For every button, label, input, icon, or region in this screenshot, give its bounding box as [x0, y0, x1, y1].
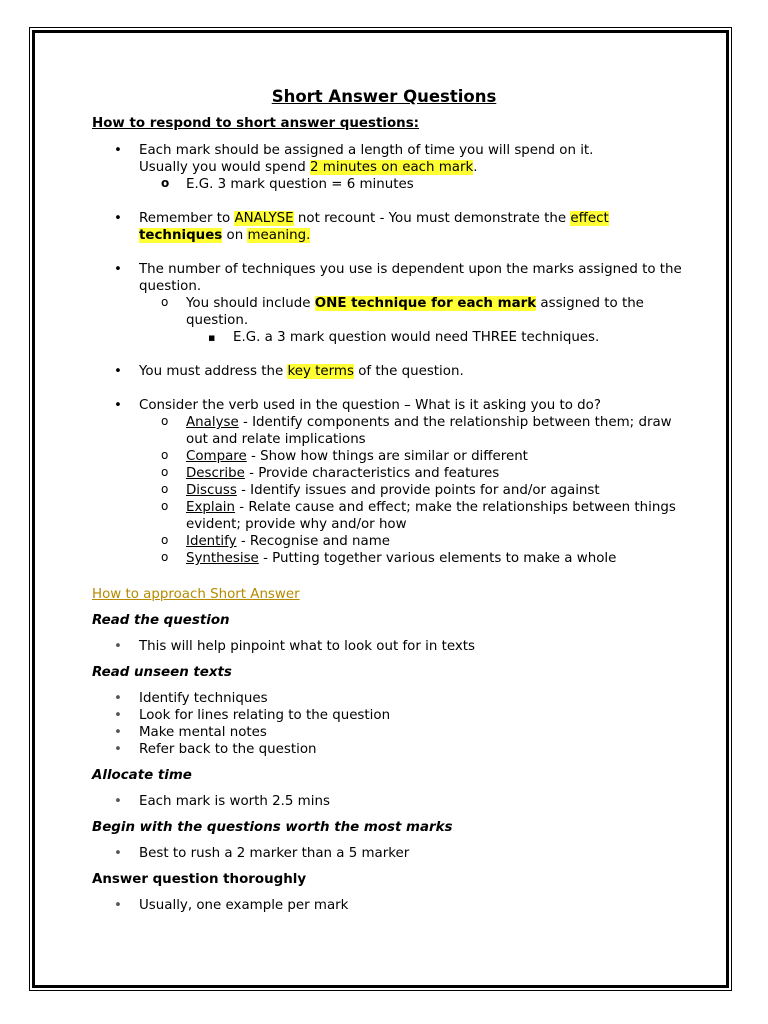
- sub-list-item: o E.G. 3 mark question = 6 minutes: [92, 176, 692, 193]
- verb-item: o Compare - Show how things are similar or different: [92, 448, 692, 465]
- sub-sub-list: [186, 329, 692, 346]
- sub-sub-list-item: ▪ E.G. a 3 mark question would need THREE techniques.: [92, 329, 692, 346]
- highlight: meaning.: [247, 228, 311, 243]
- sub-list-item: o You should include ONE technique for each mark assigned to the question. ▪ E.G. a 3 mark question would need THREE techniques.: [92, 295, 692, 346]
- verb-item: o Identify - Recognise and name: [92, 533, 692, 550]
- list-item: • Usually, one example per mark: [92, 897, 692, 914]
- verb-list: [139, 414, 692, 567]
- section-list: [92, 845, 692, 862]
- section-list: [92, 638, 692, 655]
- highlight: techniques: [139, 228, 223, 243]
- verb-item: o Discuss - Identify issues and provide points for and/or against: [92, 482, 692, 499]
- list-item: • The number of techniques you use is dependent upon the marks assigned to the question. o You should include ONE technique for each mark assigned to the question. ▪ E.G. a 3 mark question would need THREE techniques.: [92, 261, 692, 346]
- list-item: • Identify techniques: [92, 690, 692, 707]
- verb-item: o Analyse - Identify components and the relationship between them; draw out and relate implications: [92, 414, 692, 448]
- list-item: • Remember to ANALYSE not recount - You must demonstrate the effect techniques on meaning.: [92, 210, 692, 244]
- section-list: [92, 793, 692, 810]
- sub-list: [139, 176, 692, 193]
- highlight: effect: [570, 211, 609, 226]
- verb-item: o Describe - Provide characteristics and features: [92, 465, 692, 482]
- document-body: [92, 86, 692, 923]
- list-item: • Look for lines relating to the question: [92, 707, 692, 724]
- highlight: 2 minutes on each mark: [310, 160, 474, 175]
- highlight: key terms: [287, 364, 354, 379]
- section-heading: Allocate time: [92, 768, 192, 783]
- section-list: [92, 897, 692, 914]
- section-heading: Read the question: [92, 613, 230, 628]
- approach-heading[interactable]: How to approach Short Answer: [92, 587, 300, 602]
- list-item: • Consider the verb used in the question – What is it asking you to do? o Analyse - Identify components and the relationship between them; draw out and relate implications o Compare - Show how things are similar or different o Describe - Provide characteristics and features o Discuss - Identify issues and provide points for and/or against o Explain - Relate cause and effect; make the relationships between things evident; provide why and/or how o Identify - Recognise and name o Synthesise - Putting together various elements to make a whole: [92, 397, 692, 567]
- list-item: • Best to rush a 2 marker than a 5 marker: [92, 845, 692, 862]
- highlight: ONE technique for each mark: [314, 296, 537, 311]
- sub-list: [139, 295, 692, 346]
- verb-item: o Synthesise - Putting together various elements to make a whole: [92, 550, 692, 567]
- section-heading: Read unseen texts: [92, 665, 232, 680]
- respond-list: [92, 142, 692, 567]
- list-item: • Each mark is worth 2.5 mins: [92, 793, 692, 810]
- section-list: [92, 690, 692, 758]
- list-item: • Each mark should be assigned a length of time you will spend on it. Usually you would spend 2 minutes on each mark. o E.G. 3 mark question = 6 minutes: [92, 142, 692, 193]
- highlight: ANALYSE: [234, 211, 294, 226]
- list-item: • You must address the key terms of the question.: [92, 363, 692, 380]
- list-item: • Make mental notes: [92, 724, 692, 741]
- section-heading: Begin with the questions worth the most marks: [92, 820, 453, 835]
- page-title: Short Answer Questions: [271, 87, 497, 106]
- list-item: • This will help pinpoint what to look out for in texts: [92, 638, 692, 655]
- section-heading: Answer question thoroughly: [92, 872, 307, 887]
- list-item: • Refer back to the question: [92, 741, 692, 758]
- respond-heading: How to respond to short answer questions:: [92, 116, 420, 131]
- verb-item: o Explain - Relate cause and effect; make the relationships between things evident; provide why and/or how: [92, 499, 692, 533]
